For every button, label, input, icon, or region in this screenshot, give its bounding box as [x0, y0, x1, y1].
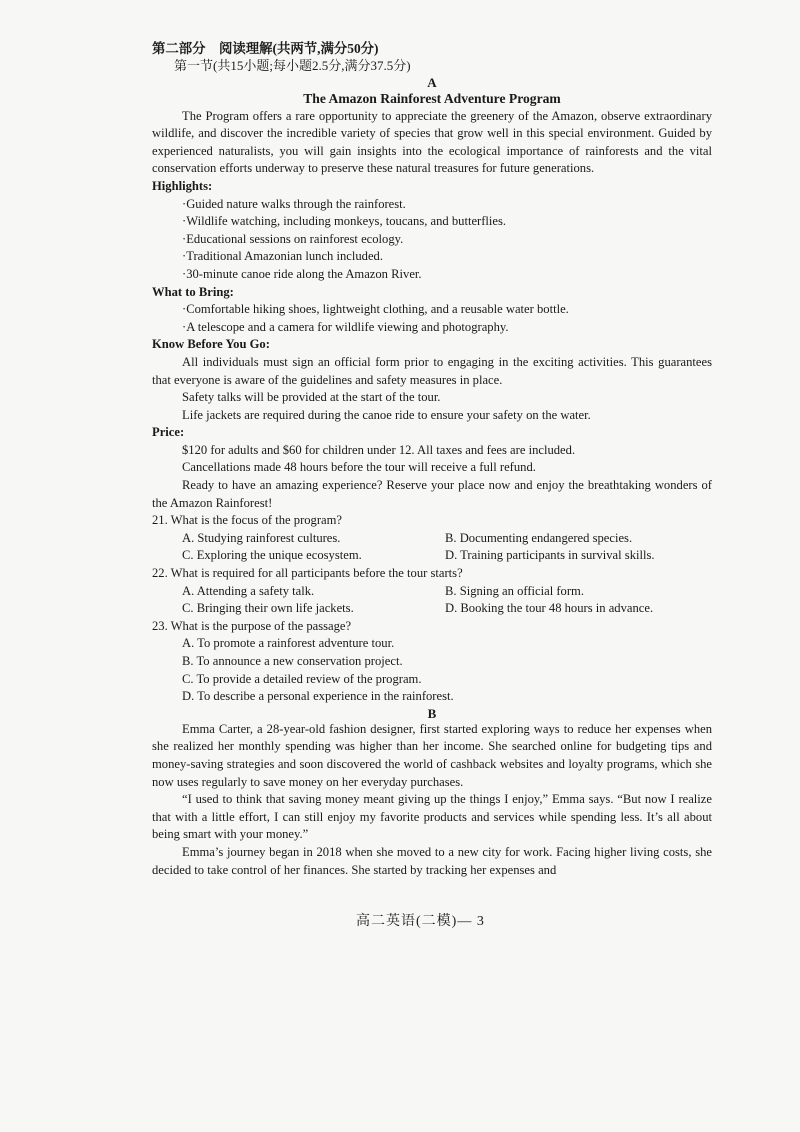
- option-22-c: C. Bringing their own life jackets.: [182, 601, 354, 616]
- highlight-item: ·Traditional Amazonian lunch included.: [182, 249, 383, 264]
- page-footer: 高二英语(二模)— 3: [356, 914, 485, 929]
- know-heading: Know Before You Go:: [152, 337, 270, 352]
- bring-item: ·A telescope and a camera for wildlife viewing and photography.: [182, 319, 509, 334]
- question-21-stem: 21. What is the focus of the program?: [152, 513, 343, 528]
- option-23-a: A. To promote a rainforest adventure tour.: [182, 636, 395, 651]
- price-heading: Price:: [152, 425, 185, 440]
- option-22-d: D. Booking the tour 48 hours in advance.: [445, 601, 654, 616]
- passage-b-paragraph-2: “I used to think that saving money meant giving up the things I enjoy,” Emma says. “But now I realize that with a little effort, I can still enjoy my favorite products and services while spending less. It’s all about being smart with your money.”: [152, 792, 712, 842]
- option-21-d: D. Training participants in survival skills.: [445, 548, 655, 563]
- passage-b-letter: B: [427, 705, 437, 721]
- highlight-item: ·30-minute canoe ride along the Amazon River.: [182, 266, 422, 281]
- price-line: Cancellations made 48 hours before the tour will receive a full refund.: [182, 460, 536, 475]
- question-22-options-row-1: [182, 583, 712, 601]
- know-line: Safety talks will be provided at the start of the tour.: [182, 390, 441, 405]
- highlights-heading: Highlights:: [152, 178, 213, 193]
- question-21-options-row-2: [182, 547, 712, 565]
- passage-b-paragraph-3: Emma’s journey began in 2018 when she moved to a new city for work. Facing higher living costs, she decided to take control of her finances. She started by tracking her expenses and: [152, 844, 712, 877]
- option-23-b: B. To announce a new conservation project.: [182, 654, 403, 668]
- question-23-stem: 23. What is the purpose of the passage?: [152, 618, 352, 633]
- question-22-stem: 22. What is required for all participants before the tour starts?: [152, 566, 463, 581]
- page-content: [152, 40, 712, 879]
- passage-b-paragraph-1: Emma Carter, a 28-year-old fashion designer, first started exploring ways to reduce her expenses when she realized her monthly spending was higher than her income. She searched online for budgeting tips and money-saving strategies and soon discovered the world of cashback websites and loyalty programs, which she now uses regularly to save money on her everyday purchases.: [152, 721, 712, 789]
- option-23-c: C. To provide a detailed review of the program.: [182, 671, 422, 686]
- question-21-options-row-1: [182, 530, 712, 548]
- option-21-a: A. Studying rainforest cultures.: [182, 530, 341, 545]
- part-title: 第二部分 阅读理解(共两节,满分50分): [152, 41, 379, 56]
- passage-a-letter: A: [427, 74, 437, 90]
- option-21-c: C. Exploring the unique ecosystem.: [182, 548, 362, 563]
- highlight-item: ·Educational sessions on rainforest ecology.: [182, 231, 404, 246]
- highlight-item: ·Wildlife watching, including monkeys, toucans, and butterflies.: [182, 214, 507, 229]
- section-title: 第一节(共15小题;每小题2.5分,满分37.5分): [174, 58, 411, 73]
- bring-item: ·Comfortable hiking shoes, lightweight clothing, and a reusable water bottle.: [182, 302, 569, 317]
- option-23-d: D. To describe a personal experience in the rainforest.: [182, 689, 454, 704]
- option-21-b: B. Documenting endangered species.: [445, 530, 633, 545]
- option-22-a: A. Attending a safety talk.: [182, 583, 315, 598]
- passage-a-intro: The Program offers a rare opportunity to appreciate the greenery of the Amazon, observe extraordinary wildlife, and discover the incredible variety of species that grow well in this special environment. Guided by experienced naturalists, you will gain insights into the ecological importance of rainforests and the vital conservation efforts underway to preserve these natural treasures for future generations.: [152, 108, 712, 176]
- option-22-b: B. Signing an official form.: [445, 583, 584, 598]
- know-paragraph: All individuals must sign an official form prior to engaging in the exciting activities. This guarantees that everyone is aware of the guidelines and safety measures in place.: [152, 354, 712, 387]
- question-22-options-row-2: [182, 600, 712, 618]
- highlight-item: ·Guided nature walks through the rainforest.: [182, 196, 406, 211]
- bring-heading: What to Bring:: [152, 284, 234, 299]
- passage-a-title: The Amazon Rainforest Adventure Program: [303, 90, 561, 106]
- closing-paragraph: Ready to have an amazing experience? Reserve your place now and enjoy the breathtaking wonders of the Amazon Rainforest!: [152, 478, 712, 510]
- price-line: $120 for adults and $60 for children under 12. All taxes and fees are included.: [182, 442, 576, 457]
- know-line: Life jackets are required during the canoe ride to ensure your safety on the water.: [182, 407, 591, 422]
